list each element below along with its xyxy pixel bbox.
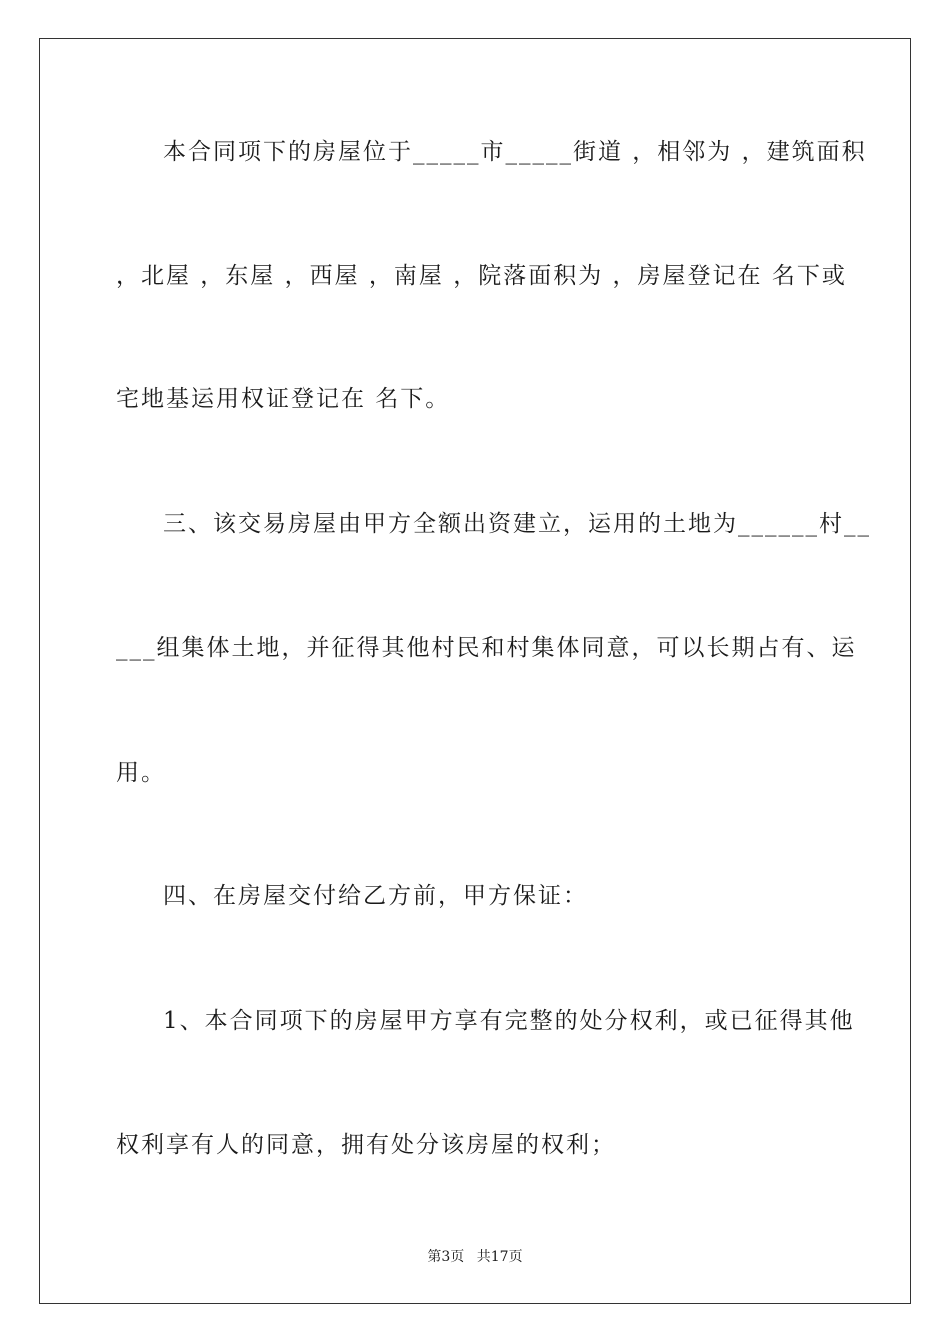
page-footer bbox=[0, 1248, 950, 1266]
paragraph-line-2: ，北屋 ，东屋 ，西屋 ，南屋 ，院落面积为 ，房屋登记在 名下或 bbox=[116, 263, 847, 289]
page-border bbox=[39, 38, 911, 1304]
paragraph-line-3: 宅地基运用权证登记在 名下。 bbox=[116, 386, 451, 412]
page-total: 共17页 bbox=[476, 1249, 523, 1265]
paragraph-line-6: 用。 bbox=[116, 760, 166, 786]
paragraph-line-4: 三、该交易房屋由甲方全额出资建立，运用的土地为______村__ bbox=[163, 511, 871, 537]
paragraph-line-9: 权利享有人的同意，拥有处分该房屋的权利； bbox=[116, 1132, 616, 1158]
paragraph-line-5: ___组集体土地，并征得其他村民和村集体同意，可以长期占有、运 bbox=[116, 635, 857, 661]
page-number: 第3页 bbox=[427, 1249, 465, 1265]
paragraph-line-7: 四、在房屋交付给乙方前，甲方保证： bbox=[163, 883, 588, 909]
paragraph-line-8: 1、本合同项下的房屋甲方享有完整的处分权利，或已征得其他 bbox=[163, 1008, 855, 1034]
paragraph-line-1: 本合同项下的房屋位于_____市_____街道 ，相邻为 ，建筑面积 bbox=[163, 139, 867, 165]
